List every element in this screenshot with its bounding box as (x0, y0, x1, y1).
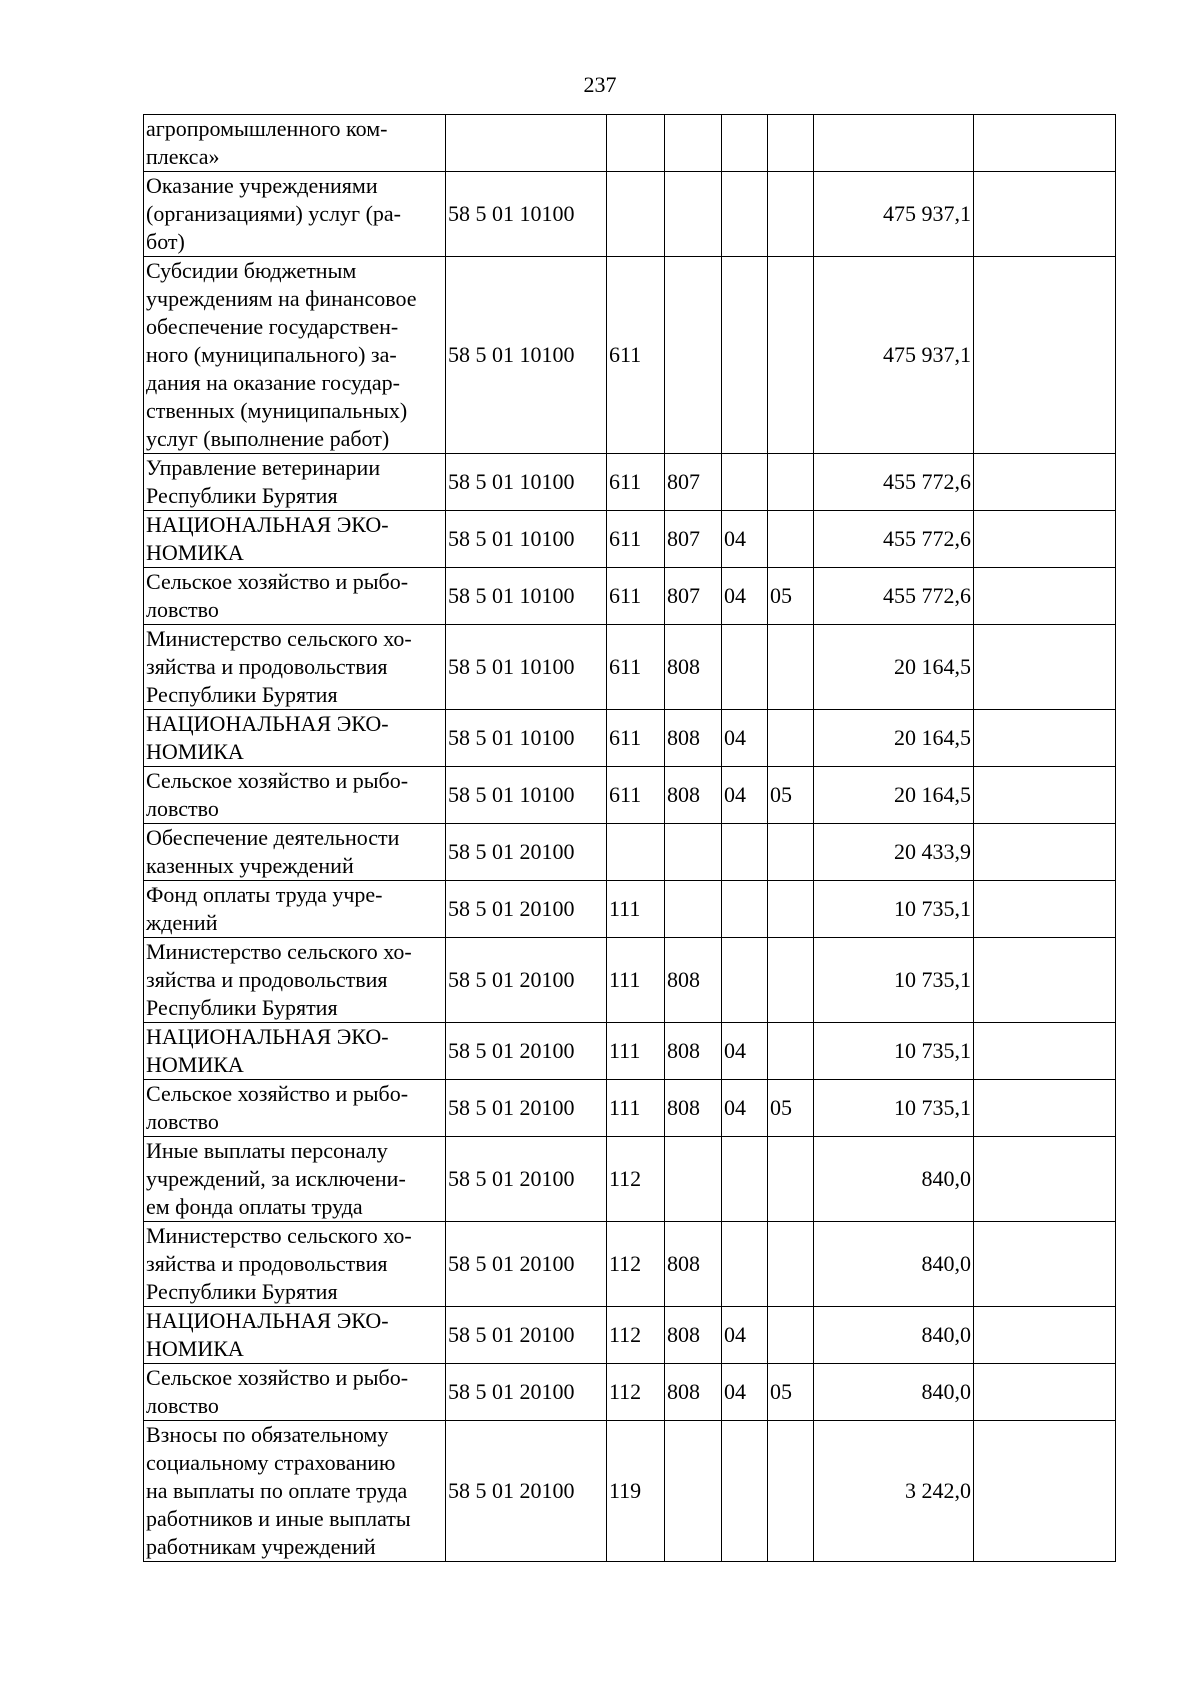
cell-target-article-code: 58 5 01 10100 (446, 257, 607, 454)
cell-expense-type: 111 (607, 938, 665, 1023)
cell-administrator-code: 807 (665, 454, 722, 511)
table-row (144, 568, 1116, 625)
cell-target-article-code: 58 5 01 20100 (446, 1137, 607, 1222)
cell-subsection (768, 1137, 814, 1222)
cell-name: Фонд оплаты труда учре- ждений (144, 881, 446, 938)
cell-administrator-code: 808 (665, 625, 722, 710)
cell-target-article-code: 58 5 01 20100 (446, 1307, 607, 1364)
table-row (144, 1137, 1116, 1222)
cell-amount: 840,0 (814, 1364, 974, 1421)
cell-section: 04 (722, 1080, 768, 1137)
cell-subsection (768, 172, 814, 257)
cell-amount: 475 937,1 (814, 172, 974, 257)
cell-amount: 10 735,1 (814, 1080, 974, 1137)
cell-subsection (768, 511, 814, 568)
cell-administrator-code (665, 172, 722, 257)
cell-section: 04 (722, 568, 768, 625)
cell-amount (814, 115, 974, 172)
cell-section: 04 (722, 1023, 768, 1080)
cell-amount: 20 164,5 (814, 710, 974, 767)
cell-target-article-code: 58 5 01 10100 (446, 625, 607, 710)
cell-administrator-code (665, 1137, 722, 1222)
cell-extra (974, 710, 1116, 767)
cell-name: Сельское хозяйство и рыбо- ловство (144, 767, 446, 824)
cell-administrator-code: 808 (665, 1222, 722, 1307)
cell-administrator-code: 807 (665, 568, 722, 625)
cell-target-article-code: 58 5 01 20100 (446, 824, 607, 881)
cell-administrator-code: 808 (665, 767, 722, 824)
budget-table (143, 114, 1116, 1562)
cell-section (722, 824, 768, 881)
cell-expense-type: 119 (607, 1421, 665, 1562)
cell-amount: 20 164,5 (814, 625, 974, 710)
cell-name: Обеспечение деятельности казенных учреждений (144, 824, 446, 881)
cell-subsection (768, 824, 814, 881)
cell-target-article-code: 58 5 01 10100 (446, 511, 607, 568)
cell-name: НАЦИОНАЛЬНАЯ ЭКО- НОМИКА (144, 511, 446, 568)
cell-target-article-code (446, 115, 607, 172)
cell-name: Министерство сельского хо- зяйства и продовольствия Республики Бурятия (144, 938, 446, 1023)
cell-name: Министерство сельского хо- зяйства и продовольствия Республики Бурятия (144, 1222, 446, 1307)
cell-section: 04 (722, 1364, 768, 1421)
cell-section (722, 1421, 768, 1562)
cell-target-article-code: 58 5 01 20100 (446, 1421, 607, 1562)
cell-amount: 20 433,9 (814, 824, 974, 881)
cell-amount: 20 164,5 (814, 767, 974, 824)
cell-section (722, 1137, 768, 1222)
cell-expense-type: 111 (607, 1023, 665, 1080)
table-row (144, 454, 1116, 511)
cell-extra (974, 1364, 1116, 1421)
table-row (144, 710, 1116, 767)
cell-subsection (768, 625, 814, 710)
table-row (144, 881, 1116, 938)
cell-subsection (768, 1222, 814, 1307)
cell-administrator-code (665, 881, 722, 938)
cell-amount: 455 772,6 (814, 568, 974, 625)
cell-administrator-code: 808 (665, 1307, 722, 1364)
cell-subsection (768, 454, 814, 511)
cell-extra (974, 172, 1116, 257)
table-row (144, 1364, 1116, 1421)
cell-section: 04 (722, 511, 768, 568)
cell-target-article-code: 58 5 01 20100 (446, 1364, 607, 1421)
cell-extra (974, 1222, 1116, 1307)
cell-subsection (768, 1023, 814, 1080)
cell-name: Иные выплаты персоналу учреждений, за исключени- ем фонда оплаты труда (144, 1137, 446, 1222)
cell-name: Сельское хозяйство и рыбо- ловство (144, 1080, 446, 1137)
cell-amount: 3 242,0 (814, 1421, 974, 1562)
cell-extra (974, 115, 1116, 172)
cell-name: Субсидии бюджетным учреждениям на финансовое обеспечение государствен- ного (муниципального) за- дания на оказание государ- ственных (муниципальных) услуг (выполнение работ) (144, 257, 446, 454)
cell-expense-type: 611 (607, 767, 665, 824)
cell-expense-type: 112 (607, 1137, 665, 1222)
cell-section (722, 938, 768, 1023)
cell-target-article-code: 58 5 01 20100 (446, 881, 607, 938)
cell-expense-type: 611 (607, 710, 665, 767)
table-row (144, 172, 1116, 257)
cell-amount: 840,0 (814, 1137, 974, 1222)
cell-expense-type: 111 (607, 881, 665, 938)
table-row (144, 1222, 1116, 1307)
cell-expense-type: 111 (607, 1080, 665, 1137)
cell-amount: 475 937,1 (814, 257, 974, 454)
cell-section: 04 (722, 1307, 768, 1364)
cell-amount: 10 735,1 (814, 1023, 974, 1080)
cell-name: Министерство сельского хо- зяйства и продовольствия Республики Бурятия (144, 625, 446, 710)
cell-name: агропромышленного ком- плекса» (144, 115, 446, 172)
table-row (144, 511, 1116, 568)
table-row (144, 1023, 1116, 1080)
page-number: 237 (583, 72, 617, 97)
cell-target-article-code: 58 5 01 20100 (446, 938, 607, 1023)
cell-section (722, 257, 768, 454)
cell-expense-type: 112 (607, 1364, 665, 1421)
cell-section (722, 625, 768, 710)
table-row (144, 625, 1116, 710)
cell-extra (974, 1137, 1116, 1222)
cell-expense-type: 611 (607, 625, 665, 710)
table-row (144, 824, 1116, 881)
cell-expense-type: 611 (607, 257, 665, 454)
cell-target-article-code: 58 5 01 20100 (446, 1222, 607, 1307)
table-row (144, 257, 1116, 454)
cell-expense-type (607, 172, 665, 257)
table-row (144, 1307, 1116, 1364)
cell-amount: 10 735,1 (814, 881, 974, 938)
cell-section (722, 454, 768, 511)
cell-name: Сельское хозяйство и рыбо- ловство (144, 568, 446, 625)
cell-extra (974, 767, 1116, 824)
cell-expense-type: 112 (607, 1222, 665, 1307)
cell-administrator-code: 808 (665, 938, 722, 1023)
cell-subsection (768, 938, 814, 1023)
table-row (144, 767, 1116, 824)
cell-section (722, 881, 768, 938)
cell-target-article-code: 58 5 01 20100 (446, 1080, 607, 1137)
cell-amount: 840,0 (814, 1307, 974, 1364)
cell-extra (974, 824, 1116, 881)
cell-expense-type: 611 (607, 454, 665, 511)
cell-subsection: 05 (768, 1080, 814, 1137)
cell-administrator-code: 807 (665, 511, 722, 568)
cell-name: Оказание учреждениями (организациями) услуг (ра- бот) (144, 172, 446, 257)
cell-amount: 455 772,6 (814, 511, 974, 568)
cell-administrator-code (665, 257, 722, 454)
cell-extra (974, 511, 1116, 568)
cell-target-article-code: 58 5 01 10100 (446, 710, 607, 767)
table-row (144, 938, 1116, 1023)
cell-extra (974, 1080, 1116, 1137)
cell-expense-type: 112 (607, 1307, 665, 1364)
cell-expense-type (607, 824, 665, 881)
cell-extra (974, 625, 1116, 710)
cell-extra (974, 1023, 1116, 1080)
cell-subsection: 05 (768, 568, 814, 625)
cell-target-article-code: 58 5 01 10100 (446, 172, 607, 257)
cell-extra (974, 881, 1116, 938)
cell-section: 04 (722, 710, 768, 767)
cell-section (722, 172, 768, 257)
cell-expense-type (607, 115, 665, 172)
table-body (144, 115, 1116, 1562)
cell-extra (974, 568, 1116, 625)
cell-subsection (768, 881, 814, 938)
cell-amount: 455 772,6 (814, 454, 974, 511)
cell-subsection: 05 (768, 1364, 814, 1421)
cell-subsection (768, 1421, 814, 1562)
cell-subsection (768, 257, 814, 454)
cell-extra (974, 1421, 1116, 1562)
cell-expense-type: 611 (607, 511, 665, 568)
cell-extra (974, 1307, 1116, 1364)
cell-amount: 10 735,1 (814, 938, 974, 1023)
cell-administrator-code (665, 824, 722, 881)
cell-extra (974, 454, 1116, 511)
cell-subsection: 05 (768, 767, 814, 824)
cell-target-article-code: 58 5 01 10100 (446, 767, 607, 824)
cell-name: Взносы по обязательному социальному страхованию на выплаты по оплате труда работников и иные выплаты работникам учреждений (144, 1421, 446, 1562)
table-row (144, 1421, 1116, 1562)
cell-section: 04 (722, 767, 768, 824)
cell-name: НАЦИОНАЛЬНАЯ ЭКО- НОМИКА (144, 1023, 446, 1080)
cell-administrator-code: 808 (665, 710, 722, 767)
cell-name: Управление ветеринарии Республики Бурятия (144, 454, 446, 511)
cell-expense-type: 611 (607, 568, 665, 625)
cell-subsection (768, 1307, 814, 1364)
table-row (144, 1080, 1116, 1137)
cell-administrator-code: 808 (665, 1364, 722, 1421)
cell-target-article-code: 58 5 01 10100 (446, 568, 607, 625)
cell-target-article-code: 58 5 01 10100 (446, 454, 607, 511)
cell-administrator-code (665, 1421, 722, 1562)
cell-section (722, 115, 768, 172)
cell-extra (974, 257, 1116, 454)
table-row (144, 115, 1116, 172)
cell-administrator-code (665, 115, 722, 172)
cell-amount: 840,0 (814, 1222, 974, 1307)
cell-target-article-code: 58 5 01 20100 (446, 1023, 607, 1080)
cell-name: НАЦИОНАЛЬНАЯ ЭКО- НОМИКА (144, 710, 446, 767)
cell-administrator-code: 808 (665, 1080, 722, 1137)
cell-name: НАЦИОНАЛЬНАЯ ЭКО- НОМИКА (144, 1307, 446, 1364)
cell-extra (974, 938, 1116, 1023)
cell-administrator-code: 808 (665, 1023, 722, 1080)
cell-subsection (768, 115, 814, 172)
cell-subsection (768, 710, 814, 767)
cell-name: Сельское хозяйство и рыбо- ловство (144, 1364, 446, 1421)
cell-section (722, 1222, 768, 1307)
